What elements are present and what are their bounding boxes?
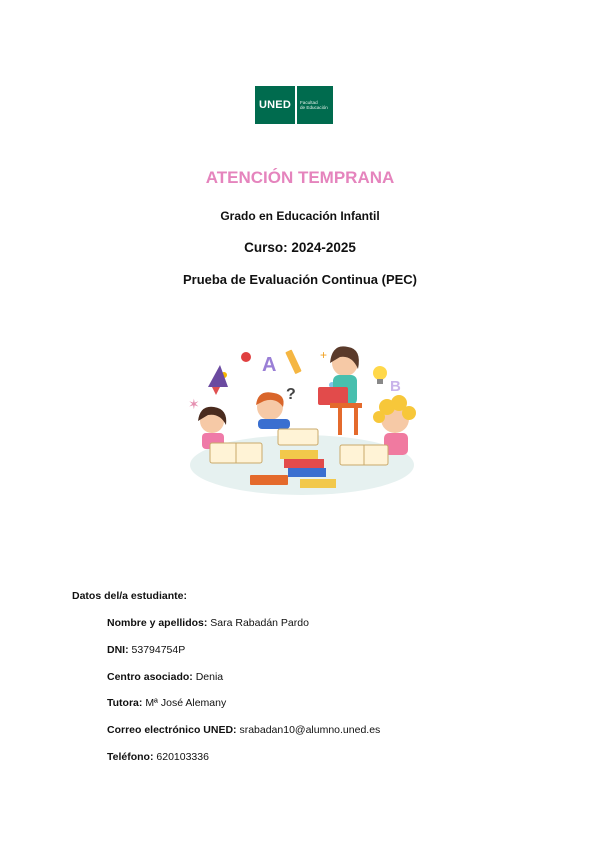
field-dni (107, 644, 185, 656)
uned-logo (255, 86, 333, 124)
logo-faculty-line1: Facultad (300, 100, 318, 105)
field-email (107, 724, 380, 736)
logo-brand: UNED (255, 86, 295, 124)
assessment-name: Prueba de Evaluación Continua (PEC) (182, 272, 418, 287)
document-title: ATENCIÓN TEMPRANA (205, 168, 395, 187)
field-phone (107, 751, 209, 763)
svg-text:?: ? (286, 386, 296, 403)
field-label: Centro asociado: (107, 671, 193, 683)
course-year: Curso: 2024-2025 (244, 240, 356, 255)
field-associated-center (107, 671, 223, 683)
logo-faculty (297, 86, 333, 124)
field-label: Tutora: (107, 697, 143, 709)
field-full-name (107, 617, 309, 629)
field-value: Denia (195, 671, 224, 683)
svg-text:✶: ✶ (188, 396, 200, 412)
field-value: 53794754P (131, 644, 186, 656)
children-reading-illustration (180, 335, 420, 500)
field-label: Correo electrónico UNED: (107, 724, 237, 736)
field-value: Sara Rabadán Pardo (210, 617, 309, 629)
student-data-heading: Datos del/a estudiante: (72, 590, 187, 602)
field-label: DNI: (107, 644, 129, 656)
field-value: srabadan10@alumno.uned.es (239, 724, 381, 736)
field-value: 620103336 (156, 751, 209, 763)
svg-text:A: A (262, 354, 277, 376)
field-tutor (107, 697, 226, 709)
svg-text:+: + (320, 348, 328, 362)
logo-faculty-line2: de Educación (300, 105, 328, 110)
degree-name: Grado en Educación Infantil (220, 209, 380, 223)
field-label: Nombre y apellidos: (107, 617, 208, 629)
field-label: Teléfono: (107, 751, 154, 763)
field-value: Mª José Alemany (145, 697, 227, 709)
svg-text:B: B (390, 378, 401, 395)
